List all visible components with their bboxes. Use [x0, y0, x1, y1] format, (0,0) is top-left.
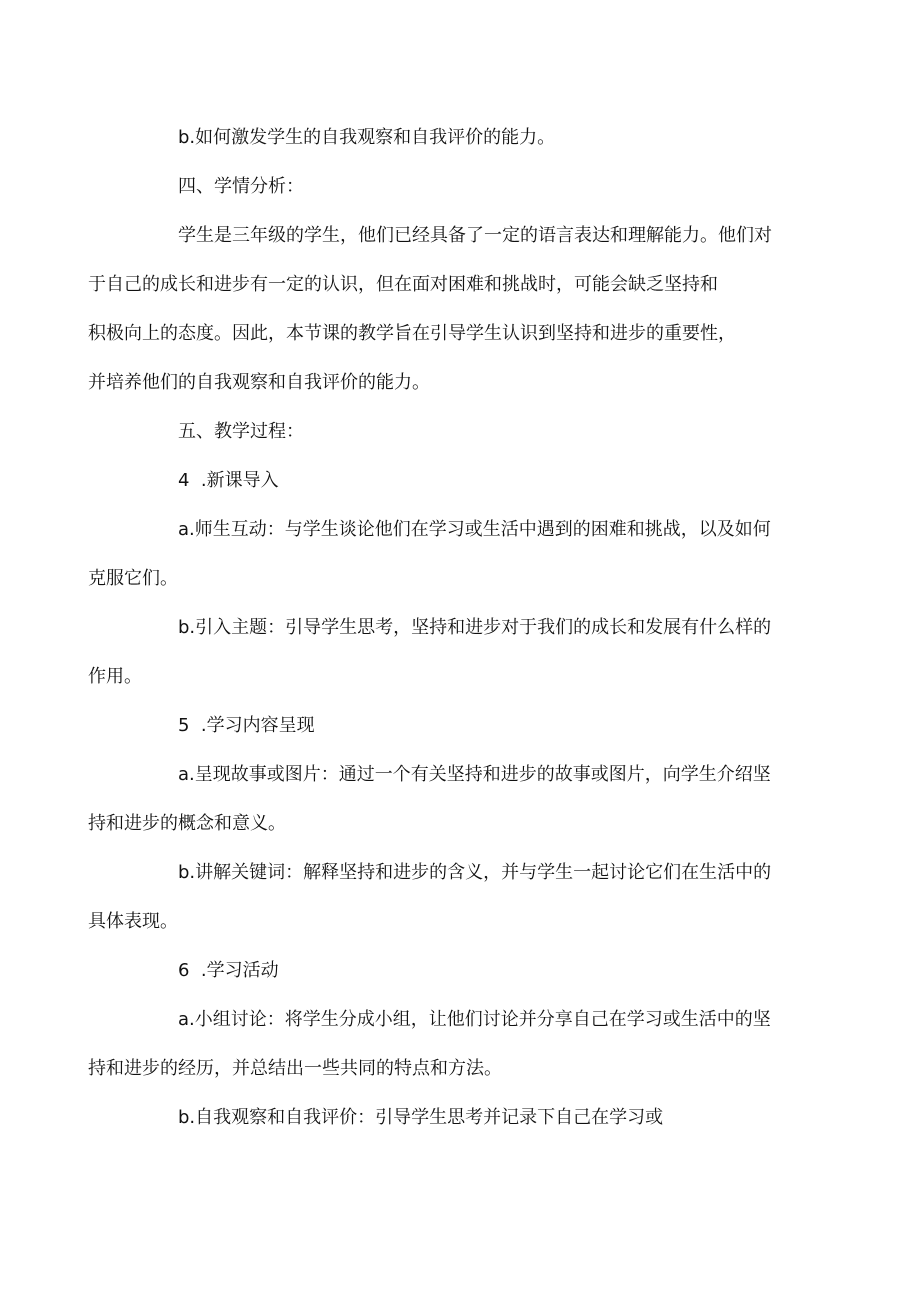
paragraph-item-b-self-evaluation: [133, 1093, 813, 1142]
text-line: 并培养他们的自我观察和自我评价的能力。: [88, 372, 430, 393]
step-heading-learning-activity: [133, 946, 813, 995]
paragraph-item-b-topic: [88, 603, 813, 701]
text-line: b.引入主题：引导学生思考，坚持和进步对于我们的成长和发展有什么样的: [178, 617, 772, 638]
step-heading-content-presentation: [133, 701, 813, 750]
text-line: 积极向上的态度。因此，本节课的教学旨在引导学生认识到坚持和进步的重要性，: [88, 323, 736, 344]
text-line: 6 .学习活动: [178, 960, 279, 981]
text-line: 四、学情分析：: [178, 176, 304, 197]
text-line: 克服它们。: [88, 568, 178, 589]
text-line: a.小组讨论：将学生分成小组，让他们讨论并分享自己在学习或生活中的坚: [178, 1009, 771, 1030]
section-heading-teaching-process: [133, 407, 813, 456]
text-line: 具体表现。: [88, 911, 178, 932]
text-line: 4 .新课导入: [178, 470, 279, 491]
paragraph-item-a-story: [88, 750, 813, 848]
text-line: 于自己的成长和进步有一定的认识，但在面对困难和挑战时，可能会缺乏坚持和: [88, 274, 718, 295]
step-heading-new-lesson: [133, 456, 813, 505]
text-line: b.如何激发学生的自我观察和自我评价的能力。: [178, 127, 556, 148]
text-line: 作用。: [88, 666, 142, 687]
text-line: 学生是三年级的学生，他们已经具备了一定的语言表达和理解能力。他们对: [178, 225, 772, 246]
paragraph-student-analysis: [88, 211, 813, 407]
text-line: b.讲解关键词：解释坚持和进步的含义，并与学生一起讨论它们在生活中的: [178, 862, 772, 883]
text-line: 持和进步的概念和意义。: [88, 813, 286, 834]
text-line: 五、教学过程：: [178, 421, 304, 442]
text-line: 5 .学习内容呈现: [178, 715, 315, 736]
text-line: b.自我观察和自我评价：引导学生思考并记录下自己在学习或: [178, 1107, 664, 1128]
text-line: a.师生互动：与学生谈论他们在学习或生活中遇到的困难和挑战，以及如何: [178, 519, 771, 540]
paragraph-item-b-motivation: [133, 113, 813, 162]
document-body: [88, 113, 813, 1142]
paragraph-item-a-group-discussion: [88, 995, 813, 1093]
paragraph-item-b-keywords: [88, 848, 813, 946]
text-line: a.呈现故事或图片：通过一个有关坚持和进步的故事或图片，向学生介绍坚: [178, 764, 771, 785]
paragraph-item-a-interaction: [88, 505, 813, 603]
text-line: 持和进步的经历，并总结出一些共同的特点和方法。: [88, 1058, 502, 1079]
section-heading-student-analysis: [133, 162, 813, 211]
